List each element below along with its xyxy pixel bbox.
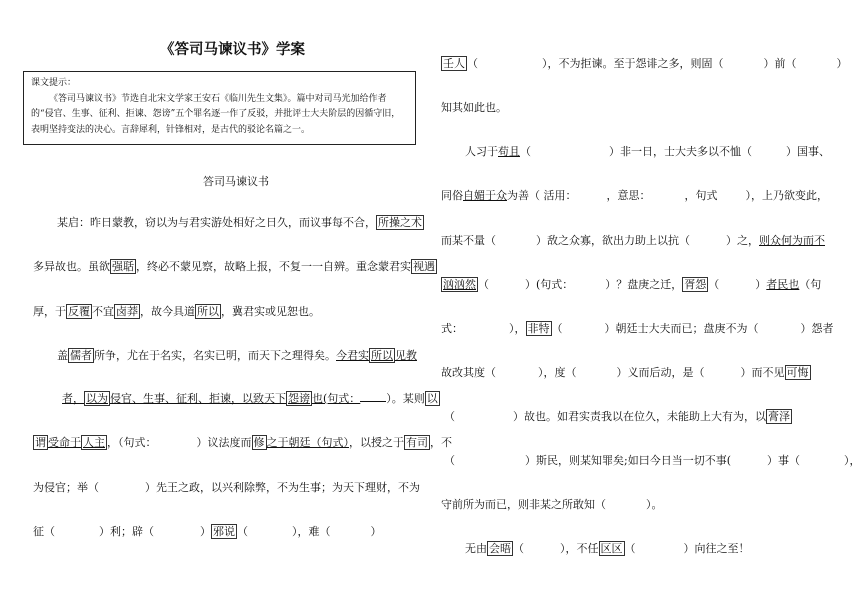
text: ）斯民，则某知罪矣;如曰今日当一切不事( xyxy=(525,454,731,467)
text: ）事（ xyxy=(767,454,800,467)
boxed-word: 所以 xyxy=(371,349,393,362)
text: （ xyxy=(444,454,455,467)
passage-line-1 xyxy=(57,215,424,231)
text: 无由 xyxy=(465,542,487,555)
text: ）先王之政，以兴利除弊，不为生事；为天下理财，不为 xyxy=(145,481,420,494)
boxed-word: 视遇 xyxy=(413,260,435,273)
passage-line-9 xyxy=(441,56,848,72)
boxed-word: 人主 xyxy=(83,436,105,449)
text: ）非一日，士大夫多以不恤（ xyxy=(609,145,752,158)
boxed-word: 修 xyxy=(253,436,265,449)
text: ）怨者 xyxy=(800,322,834,335)
passage-line-12 xyxy=(441,188,828,204)
underlined-text: 则众何为而不 xyxy=(759,234,825,247)
passage-line-15 xyxy=(441,321,834,337)
text: ） xyxy=(836,57,848,70)
text: ，以授之于 xyxy=(349,436,404,449)
boxed-word: 胥怨 xyxy=(684,278,707,291)
text: ），难（ xyxy=(292,525,331,538)
boxed-word: 邪说 xyxy=(213,525,235,538)
text: ）， xyxy=(509,322,526,335)
tip-text: 《答司马谏议书》节选自北宋文学家王安石《临川先生文集》。篇中对司马光加给作者的“侵官、生事、征利、拒谏、怨谤”五个罪名逐一作了反驳，并批评士大夫阶层的因循守旧，表明坚持变法的决心。言辞犀利，针锋相对，是古代的驳论名篇之一。 xyxy=(31,93,401,135)
text: ），上乃欲变此， xyxy=(745,189,828,202)
text: 而某不量（ xyxy=(441,234,496,247)
text: ，终必不蒙见察，故略上报，不复一一自辨。重念蒙君实 xyxy=(136,260,411,273)
passage-line-4 xyxy=(57,348,417,364)
text: 多异故也。虽欲 xyxy=(33,260,110,273)
text: ）朝廷士大夫而已；盘庚不为（ xyxy=(604,322,759,335)
text: ），不任 xyxy=(560,542,599,555)
text: ） xyxy=(755,278,767,291)
text: 人习于 xyxy=(465,145,498,158)
page-title: 《答司马谏议书》学案 xyxy=(160,42,305,58)
text: （ xyxy=(478,278,489,291)
answer-blank[interactable] xyxy=(360,401,386,402)
underlined-text: 者民也 xyxy=(766,278,800,291)
text: ）之， xyxy=(726,234,759,247)
passage-line-16 xyxy=(441,365,811,381)
text: 所争，尤在于名实，名实已明，而天下之理得矣。 xyxy=(94,349,336,362)
passage-line-17 xyxy=(444,409,792,425)
text: （句 xyxy=(799,278,822,291)
boxed-word: 汹汹然 xyxy=(443,278,476,291)
tip-label: 课文提示： xyxy=(31,78,77,88)
underlined-text: 者， xyxy=(62,392,84,405)
text: ）故也。如君实责我以在位久，未能助上大有为，以 xyxy=(513,410,766,423)
passage-line-19 xyxy=(441,497,663,513)
passage-line-13 xyxy=(441,233,825,249)
text: ）义而后动，是（ xyxy=(616,366,705,379)
boxed-word: 以 xyxy=(426,392,438,405)
text: （ xyxy=(237,525,248,538)
text: （ xyxy=(708,278,720,291)
boxed-word: 强聒 xyxy=(112,260,134,273)
text: 故改其度（ xyxy=(441,366,496,379)
text: ）议法度而 xyxy=(196,436,252,449)
passage-line-7 xyxy=(33,480,420,496)
text: ），不为拒谏。至于怨诽之多，则固（ xyxy=(542,57,724,70)
text: 某启：昨日蒙教，窃以为与君实游处相好之日久，而议事每不合， xyxy=(57,216,376,229)
text: ）敌之众寡，欲出力助上以抗（ xyxy=(536,234,690,247)
underlined-text: 自媚于众 xyxy=(463,189,507,202)
boxed-word: 所以 xyxy=(197,305,219,318)
boxed-word: 儒者 xyxy=(70,349,92,362)
text: 不宜 xyxy=(92,305,114,318)
text-subtitle: 答司马谏议书 xyxy=(203,175,269,188)
passage-line-10 xyxy=(441,100,507,116)
underlined-text: 也(句式： xyxy=(312,392,361,405)
passage-line-6 xyxy=(33,435,452,451)
boxed-word: 有司 xyxy=(406,436,428,449)
boxed-word: 膏泽 xyxy=(768,410,790,423)
boxed-word: 反覆 xyxy=(68,305,90,318)
text: 式： xyxy=(441,322,463,335)
text: （ xyxy=(624,542,636,555)
text: ）， xyxy=(844,454,860,467)
text: （ xyxy=(520,145,531,158)
text: ，句式 xyxy=(684,189,718,202)
text: （ xyxy=(467,57,478,70)
boxed-word: 非特 xyxy=(527,322,550,335)
lesson-tip-box xyxy=(23,71,416,145)
boxed-word: 会晤 xyxy=(489,542,511,555)
boxed-word: 以为 xyxy=(86,392,108,405)
text: ）国事、 xyxy=(786,145,830,158)
text: ）。某则 xyxy=(386,392,425,405)
underlined-text: 今君实 xyxy=(336,349,369,362)
passage-line-5 xyxy=(62,391,440,407)
text: 知其如此也。 xyxy=(441,101,507,114)
text: ，不 xyxy=(430,436,452,449)
underlined-text: 侵官、生事、征利、拒谏，以致天下 xyxy=(110,392,286,405)
text: 为善（ 活用： xyxy=(507,189,577,202)
passage-line-11 xyxy=(465,144,830,160)
boxed-word: 壬人 xyxy=(443,57,465,70)
text: 同俗 xyxy=(441,189,463,202)
underlined-text: 苟且 xyxy=(498,145,520,158)
boxed-word: 区区 xyxy=(600,542,623,555)
passage-line-3 xyxy=(33,304,320,320)
boxed-word: 谓 xyxy=(35,436,46,449)
text: ） xyxy=(370,525,382,538)
text: （ xyxy=(444,410,455,423)
boxed-word: 可悔 xyxy=(786,366,809,379)
text: ）而不见 xyxy=(740,366,785,379)
text: 征（ xyxy=(33,525,55,538)
text: 守前所为而已，则非某之所敢知（ xyxy=(441,498,606,511)
text: 为侵官；举（ xyxy=(33,481,99,494)
text: ）。 xyxy=(646,498,663,511)
text: ，故今具道 xyxy=(140,305,195,318)
text: ） xyxy=(200,525,211,538)
underlined-text: 之于朝廷（句式） xyxy=(266,436,349,449)
text: （ xyxy=(551,322,563,335)
text: ，冀君实或见恕也。 xyxy=(221,305,320,318)
text: ）利；辟（ xyxy=(99,525,154,538)
text: （ xyxy=(513,542,524,555)
underlined-text: 受命于 xyxy=(48,436,81,449)
text: ）向往之至！ xyxy=(683,542,750,555)
underlined-text: 见教 xyxy=(395,349,417,362)
boxed-word: 卤莽 xyxy=(116,305,138,318)
text: 厚，于 xyxy=(33,305,66,318)
text: ，（句式： xyxy=(107,436,157,449)
text: ）前（ xyxy=(763,57,797,70)
passage-line-2 xyxy=(33,259,437,275)
text: 盖 xyxy=(57,349,68,362)
boxed-word: 所操之术 xyxy=(378,216,422,229)
text: ），度（ xyxy=(538,366,577,379)
passage-line-14 xyxy=(441,277,821,293)
boxed-word: 怨谤 xyxy=(288,392,310,405)
passage-line-18 xyxy=(444,453,860,469)
passage-line-20 xyxy=(465,541,750,557)
text: ）？盘庚之迁， xyxy=(605,278,683,291)
text: ）(句式： xyxy=(525,278,574,291)
text: ，意思： xyxy=(606,189,651,202)
passage-line-8 xyxy=(33,524,382,540)
